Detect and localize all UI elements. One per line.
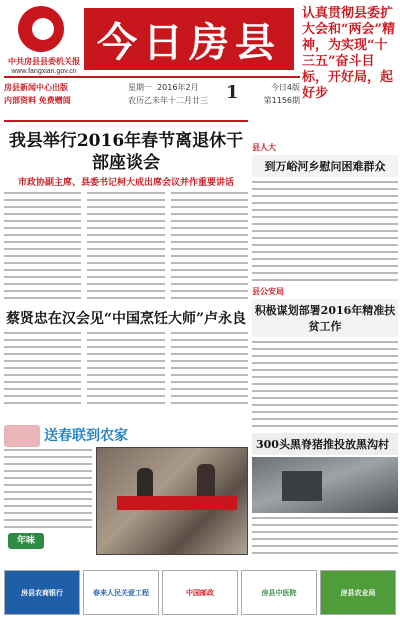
story2-label: 县公安局 bbox=[252, 287, 284, 296]
lead-body-col-3 bbox=[171, 192, 248, 304]
second-body-col-3 bbox=[171, 332, 248, 409]
second-body bbox=[4, 332, 248, 409]
story2-headline[interactable]: 积极谋划部署2016年精准扶贫工作 bbox=[252, 299, 398, 337]
paper-logo bbox=[4, 6, 82, 86]
lantern-deco-icon bbox=[4, 425, 40, 447]
ad-post[interactable]: 中国邮政 bbox=[162, 570, 238, 615]
photo-feature bbox=[4, 425, 248, 560]
pages-count: 今日4版 bbox=[270, 83, 300, 92]
paper-title: 今日房县 bbox=[97, 18, 281, 66]
lead-headline[interactable]: 我县举行2016年春节离退休干部座谈会 bbox=[8, 131, 244, 173]
weekday: 星期一 bbox=[128, 83, 152, 92]
publisher-org: 中共房县县委机关报 bbox=[8, 57, 80, 66]
issue-count bbox=[254, 81, 300, 107]
issue-info-bar bbox=[4, 76, 300, 116]
photo-caption-text bbox=[4, 449, 92, 533]
site-url[interactable]: www.fangxian.gov.cn bbox=[11, 68, 77, 75]
lead-body-col-1 bbox=[4, 192, 81, 304]
second-headline[interactable]: 蔡贤忠在汉会见“中国烹饪大师”卢永良 bbox=[5, 311, 247, 327]
ad-care[interactable]: 春来人民关爱工程 bbox=[83, 570, 159, 615]
ads-strip bbox=[0, 566, 400, 619]
ad-agri[interactable]: 房县农业局 bbox=[320, 570, 396, 615]
story1-body bbox=[252, 181, 398, 281]
publisher-label: 房县新闻中心出版 bbox=[4, 83, 68, 92]
lead-body-col-2 bbox=[87, 192, 164, 304]
story3-headline[interactable]: 300头黑脊猪推投放黑沟村 bbox=[252, 433, 398, 455]
ad-bank[interactable]: 房县农商银行 bbox=[4, 570, 80, 615]
main-column bbox=[4, 120, 248, 420]
story2-body bbox=[252, 341, 398, 427]
lead-subheadline: 市政协副主席、县委书记柯大成出席会议并作重要讲话 bbox=[17, 178, 234, 188]
photo-feature-title[interactable]: 送春联到农家 bbox=[44, 428, 128, 444]
date: 2016年2月 bbox=[157, 83, 199, 92]
issue-type-label: 内部资料 免费赠阅 bbox=[4, 96, 71, 105]
lead-body bbox=[4, 192, 248, 304]
side-column bbox=[252, 140, 398, 580]
page-number: 1 bbox=[226, 82, 239, 103]
story3-body bbox=[252, 517, 398, 554]
section-divider bbox=[4, 120, 248, 122]
issue-number: 第1156期 bbox=[263, 96, 300, 105]
story3-photo[interactable] bbox=[252, 457, 398, 513]
spring-couplets-photo[interactable] bbox=[96, 447, 248, 555]
lunar-date: 农历乙未年十二月廿三 bbox=[128, 96, 208, 105]
logo-emblem-icon bbox=[18, 6, 64, 52]
publisher-info bbox=[4, 81, 122, 107]
ad-hospital[interactable]: 房县中医院 bbox=[241, 570, 317, 615]
story1-label: 县人大 bbox=[252, 143, 276, 152]
second-body-col-1 bbox=[4, 332, 81, 409]
slogan: 认真贯彻县委扩大会和“两会”精神，为实现“十三五”奋斗目标，开好局，起好步 bbox=[302, 6, 395, 101]
story1-headline[interactable]: 到万峪河乡慰问困难群众 bbox=[252, 155, 398, 177]
paper-title-box bbox=[84, 8, 294, 70]
second-body-col-2 bbox=[87, 332, 164, 409]
festival-badge: 年味 bbox=[8, 533, 44, 549]
